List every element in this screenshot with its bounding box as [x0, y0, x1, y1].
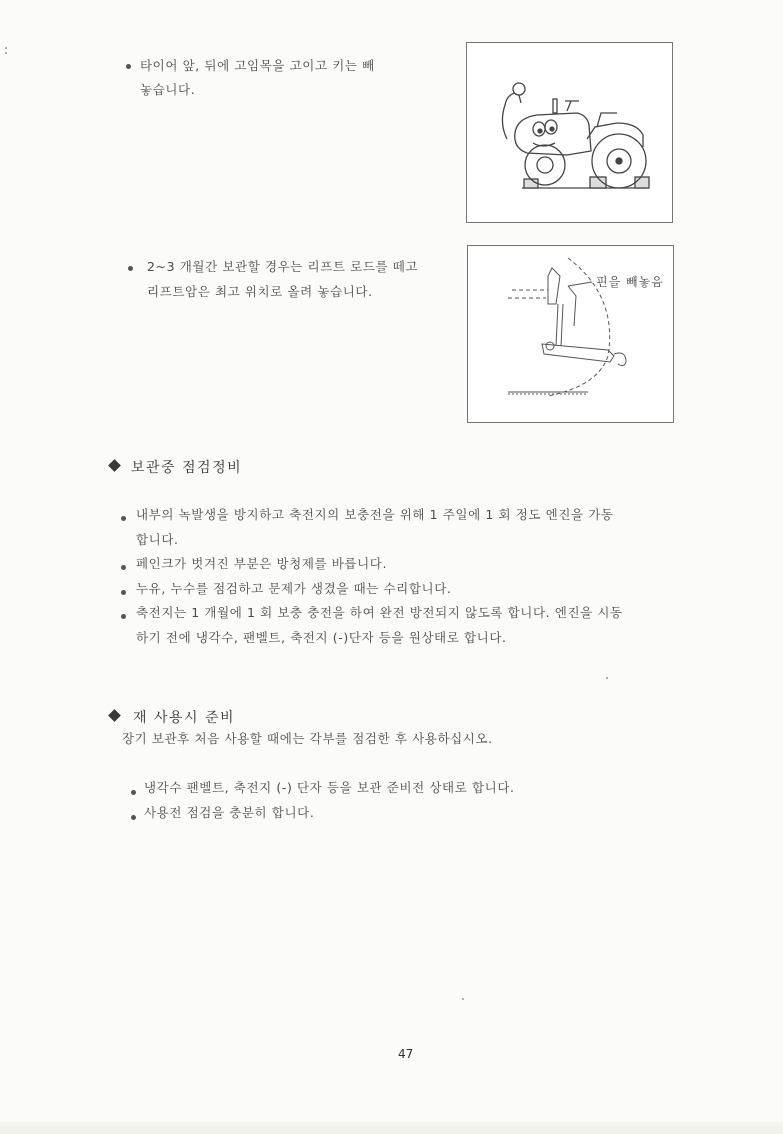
- reuse-heading: 재 사용시 준비: [133, 710, 236, 726]
- bullet: [126, 64, 131, 69]
- reuse-intro: 장기 보관후 처음 사용할 때에는 각부를 점검한 후 사용하십시오.: [122, 731, 493, 746]
- bullet: [121, 590, 126, 595]
- bullet: [128, 266, 133, 271]
- lift-storage-text-line1: 2~3 개월간 보관할 경우는 리프트 로드를 떼고: [147, 259, 419, 274]
- figure-label-pin-removed: 핀을 빼놓음: [596, 275, 664, 289]
- tractor-illustration: [467, 43, 672, 222]
- maintenance-item-3: 누유, 누수를 점검하고 문제가 생겼을 때는 수리합니다.: [136, 581, 452, 596]
- tractor-chocked-figure: [466, 42, 673, 223]
- bullet: [121, 614, 126, 619]
- reuse-item-1: 냉각수 팬벨트, 축전지 (-) 단자 등을 보관 준비전 상태로 합니다.: [144, 780, 515, 795]
- scan-bottom-edge: [0, 1122, 783, 1134]
- bullet: [131, 790, 136, 795]
- maintenance-heading: 보관중 점검정비: [131, 460, 243, 476]
- maintenance-item-2: 페인크가 벗겨진 부분은 방청제를 바릅니다.: [136, 556, 388, 571]
- maintenance-item-1-line1: 내부의 녹발생을 방지하고 축전지의 보충전을 위해 1 주일에 1 회 정도 엔진을 가동: [136, 507, 614, 522]
- lift-storage-text-line2: 리프트암은 최고 위치로 올려 놓습니다.: [147, 284, 373, 299]
- tire-chocks-text-line1: 타이어 앞, 뒤에 고임목을 고이고 키는 빼: [140, 58, 375, 73]
- lift-arm-figure: [467, 245, 674, 423]
- bullet: [121, 565, 126, 570]
- section-diamond-icon: [108, 459, 121, 472]
- section-diamond-icon: [108, 709, 121, 722]
- scan-speck: [462, 998, 464, 1000]
- page-number: 47: [398, 1047, 414, 1061]
- maintenance-item-4-line2: 하기 전에 냉각수, 팬벨트, 축전지 (-)단자 등을 원상태로 합니다.: [136, 630, 507, 645]
- tire-chocks-text-line2: 놓습니다.: [140, 82, 196, 97]
- scan-speck: [5, 52, 7, 54]
- maintenance-item-4-line1: 축전지는 1 개월에 1 회 보충 충전을 하여 완전 방전되지 않도록 합니다. 엔진을 시동: [136, 605, 623, 620]
- reuse-item-2: 사용전 점검을 충분히 합니다.: [144, 805, 315, 820]
- scan-speck: [606, 677, 608, 679]
- bullet: [131, 815, 136, 820]
- scan-speck: [5, 47, 7, 49]
- bullet: [121, 516, 126, 521]
- maintenance-item-1-line2: 합니다.: [136, 532, 179, 547]
